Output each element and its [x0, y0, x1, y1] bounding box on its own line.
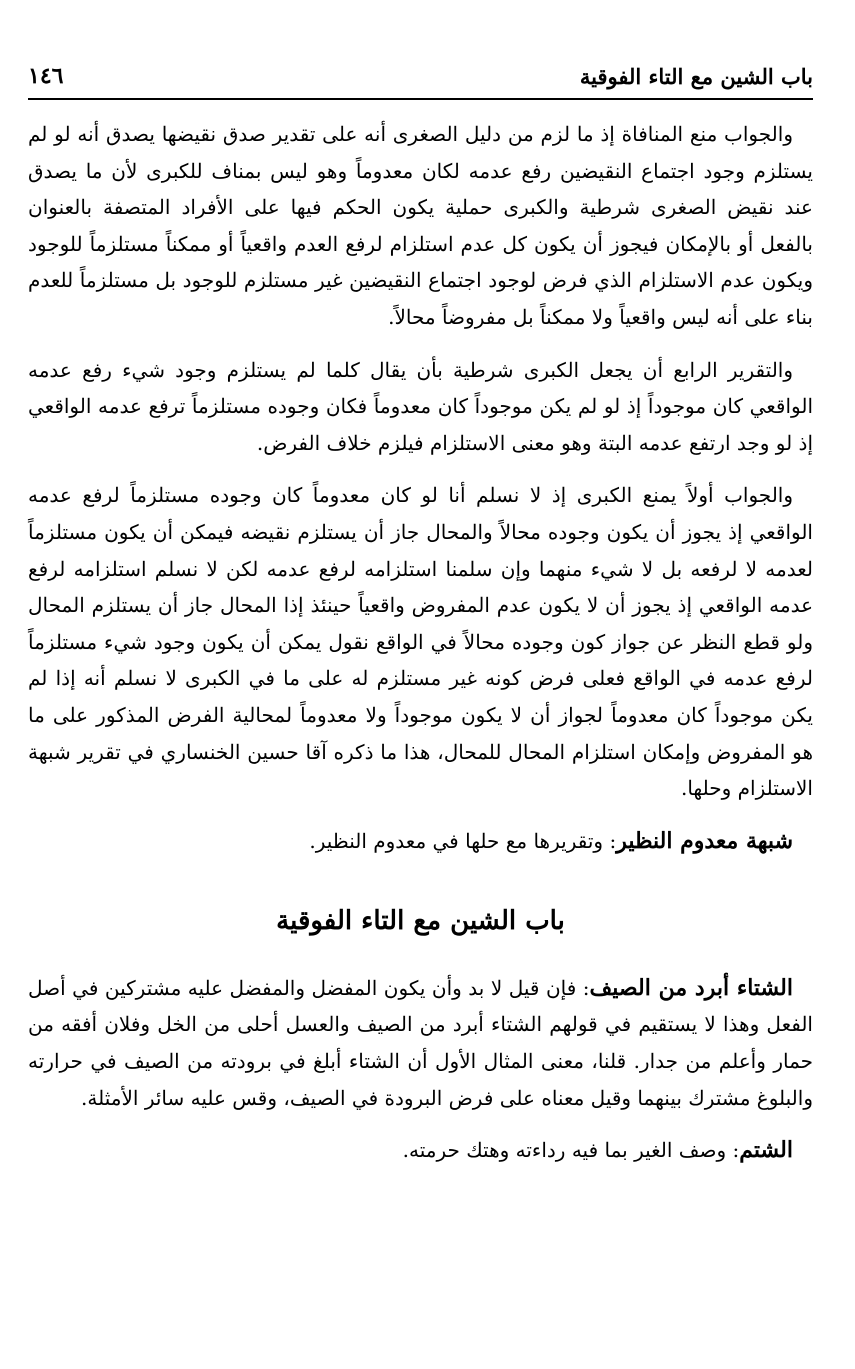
- entry-text: وصف الغير بما فيه رداءته وهتك حرمته.: [402, 1138, 727, 1163]
- entry-text: وتقريرها مع حلها في معدوم النظير.: [309, 828, 604, 853]
- entry: [28, 823, 813, 860]
- entry-term: شبهة معدوم النظير: [616, 827, 793, 854]
- page-body: [28, 116, 813, 1169]
- entry-separator: :: [726, 1138, 740, 1163]
- page-header: [28, 54, 813, 100]
- entry: [28, 970, 813, 1116]
- paragraph: والتقرير الرابع أن يجعل الكبرى شرطية بأن يقال كلما لم يستلزم وجود شيء رفع عدمه الواقعي كان موجوداً إذ لو لم يكن موجوداً كان معدوماً فكان وجوده مستلزماً ترفع عدمه الواقعي إذ لو وجد ارتفع عدمه البتة وهو معنى الاستلزام فيلزم خلاف الفرض.: [28, 357, 813, 455]
- page-number: ١٤٦: [28, 63, 64, 89]
- entry-separator: :: [576, 975, 590, 1000]
- entry-term: الشتاء أبرد من الصيف: [589, 974, 793, 1001]
- section-heading: باب الشين مع التاء الفوقية: [276, 906, 565, 937]
- paragraph: والجواب أولاً يمنع الكبرى إذ لا نسلم أنا لو كان معدوماً كان وجوده مستلزماً لرفع عدمه الواقعي إذ يجوز أن يكون وجوده محالاً والمحال جاز أن يستلزم نقيضه فيمكن أن يكون مستلزماً لعدمه لا لرفعه بل لا شيء منهما وإن سلمنا استلزامه لرفع عدمه لكن لا نسلم استلزامه لرفع عدمه الواقعي إذ يجوز أن لا يكون عدم المفروض واقعياً حينئذ إذا المحال جاز أن يستلزم المحال ولو قطع النظر عن جواز كون وجوده محالاً في الواقع نقول يمكن أن يكون وجود شيء مستلزماً لرفع عدمه في الواقع فعلى فرض كونه غير مستلزم له على ما في الكبرى لا نسلم أنه إذا لم يكن موجوداً كان معدوماً لجواز أن لا يكون موجوداً ولا معدوماً لمحالية الفرض المذكور على ما هو المفروض وإمكان استلزام المحال للمحال، هذا ما ذكره آقا حسين الخنساري في تقرير شبهة الاستلزام وحلها.: [28, 483, 813, 801]
- running-title: باب الشين مع التاء الفوقية: [579, 63, 813, 89]
- entry: [28, 1132, 813, 1169]
- entry-text: فإن قيل لا بد وأن يكون المفضل والمفضل عليه مشتركين في أصل الفعل وهذا لا يستقيم في قولهم الشتاء أبرد من الصيف والعسل أحلى من الخل وفلان أفقه من حمار وأعلم من جدار. قلنا، معنى المثال الأول أن الشتاء أبلغ في برودته من الصيف في حرارته والبلوغ مشترك بينهما وقيل معناه على فرض البرودة في الصيف، وقس عليه سائر الأمثلة.: [28, 975, 813, 1110]
- entry-separator: :: [603, 828, 617, 853]
- paragraph: والجواب منع المنافاة إذ ما لزم من دليل الصغرى أنه على تقدير صدق نقيضها يصدق أنه لو لم يستلزم وجود اجتماع النقيضين رفع عدمه لكان معدوماً وهو ليس بمناف للكبرى لأن ما يصدق عند نقيض الصغرى شرطية والكبرى حملية يكون الحكم فيها على الأفراد المتصفة بالعنوان بالفعل أو بالإمكان فيجوز أن يكون كل عدم استلزام لرفع العدم واقعياً أو ممكناً مستلزماً للوجود ويكون عدم الاستلزام الذي فرض لوجود اجتماع النقيضين غير مستلزم للوجود بل مستلزماً للعدم بناء على أنه ليس واقعياً ولا ممكناً بل مفروضاً محالاً.: [28, 122, 813, 329]
- entry-term: الشتم: [739, 1137, 793, 1164]
